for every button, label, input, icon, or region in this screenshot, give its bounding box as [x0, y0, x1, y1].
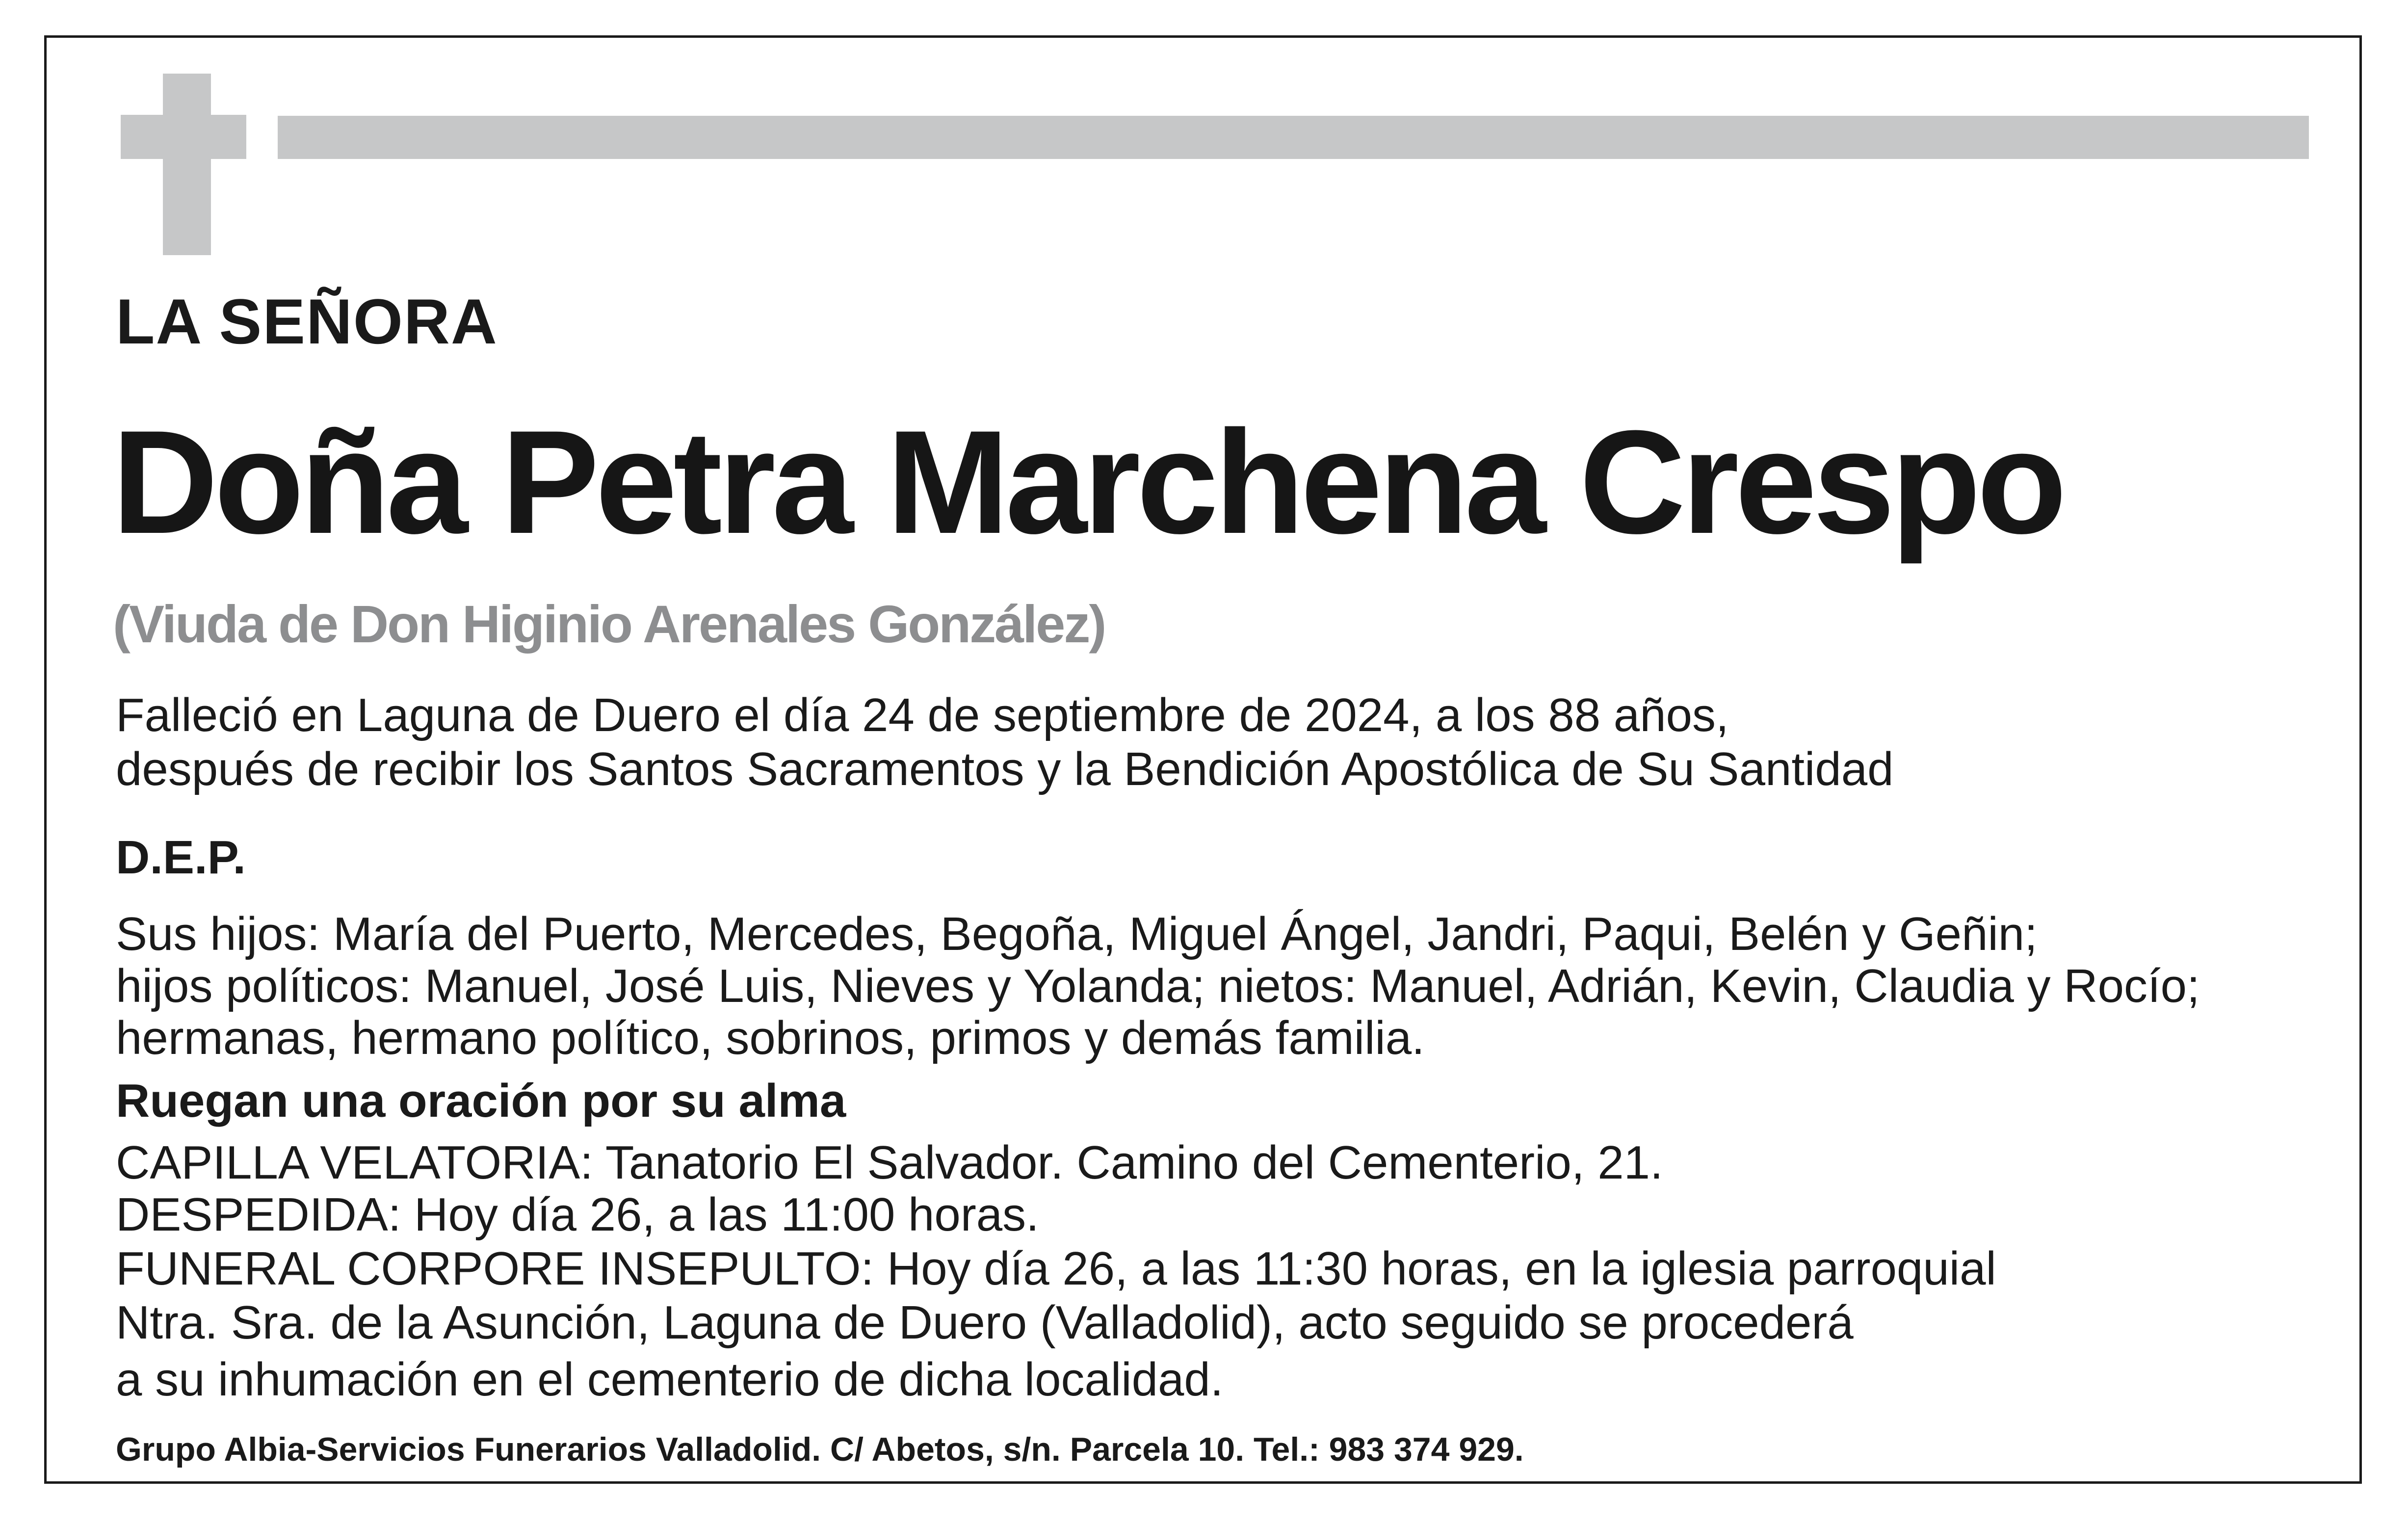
service-line: Ntra. Sra. de la Asunción, Laguna de Duero (Valladolid), acto seguido se procederá — [116, 1296, 1854, 1349]
deceased-name: Doña Petra Marchena Crespo — [112, 399, 2063, 564]
prayer-request: Ruegan una oración por su alma — [116, 1075, 846, 1127]
family-line: hermanas, hermano político, sobrinos, primos y demás familia. — [116, 1012, 1425, 1064]
family-line: hijos políticos: Manuel, José Luis, Nieves y Yolanda; nietos: Manuel, Adrián, Kevin, Claudia y Rocío; — [116, 960, 2200, 1012]
service-line: a su inhumación en el cementerio de dicha localidad. — [116, 1353, 1224, 1406]
service-line: CAPILLA VELATORIA: Tanatorio El Salvador. Camino del Cementerio, 21. — [116, 1136, 1663, 1189]
title-prefix: LA SEÑORA — [116, 286, 498, 357]
header-rule — [278, 116, 2309, 159]
family-line: Sus hijos: María del Puerto, Mercedes, Begoña, Miguel Ángel, Jandri, Paqui, Belén y Geñin; — [116, 908, 2038, 960]
cross-vertical-bar — [163, 74, 211, 255]
cross-horizontal-bar — [121, 115, 246, 159]
death-line: después de recibir los Santos Sacramentos y la Bendición Apostólica de Su Santidad — [116, 743, 1894, 795]
service-line: FUNERAL CORPORE INSEPULTO: Hoy día 26, a las 11:30 horas, en la iglesia parroquial — [116, 1242, 1996, 1295]
widow-note: (Viuda de Don Higinio Arenales González) — [113, 594, 1105, 654]
funeral-home-footer: Grupo Albia-Servicios Funerarios Valladolid. C/ Abetos, s/n. Parcela 10. Tel.: 983 374 929. — [116, 1431, 1524, 1468]
service-line: DESPEDIDA: Hoy día 26, a las 11:00 horas. — [116, 1188, 1039, 1241]
death-line: Falleció en Laguna de Duero el día 24 de septiembre de 2024, a los 88 años, — [116, 689, 1729, 741]
rip-text: D.E.P. — [116, 831, 246, 884]
